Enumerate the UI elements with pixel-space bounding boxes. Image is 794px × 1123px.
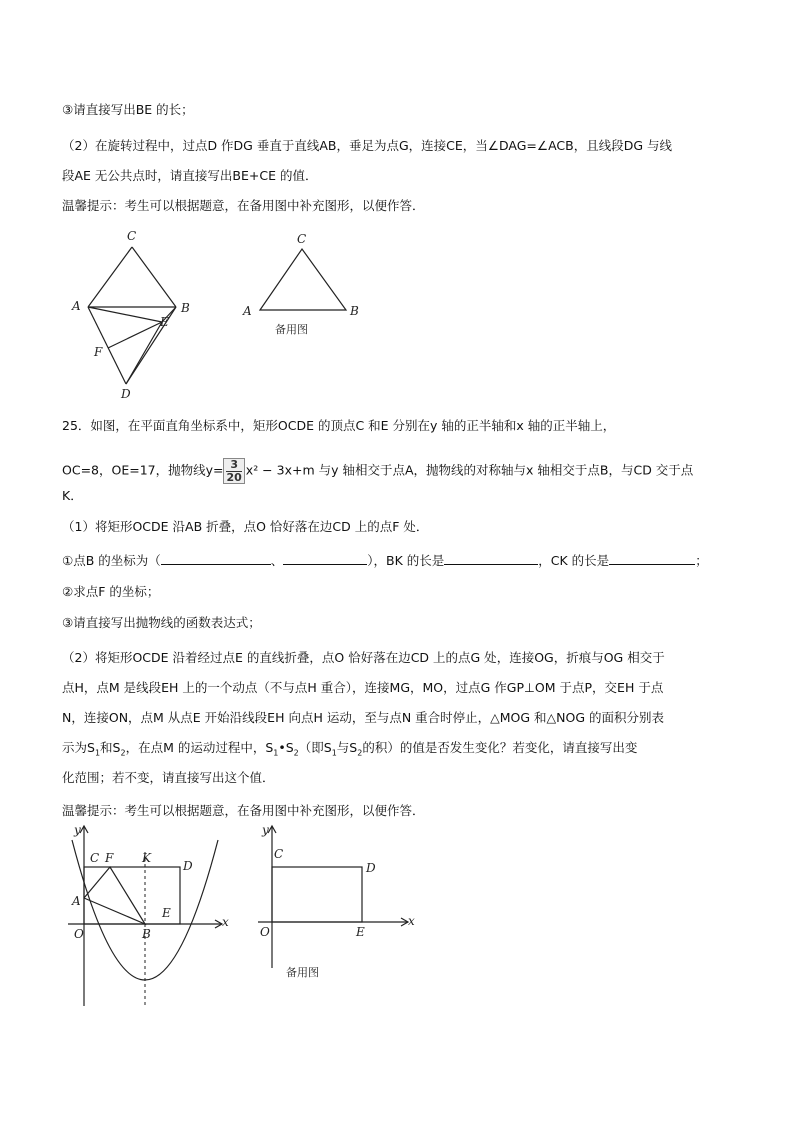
figure-backup-triangle (240, 228, 370, 343)
segment-AE (88, 307, 162, 322)
p25-line1: 25．如图，在平面直角坐标系中，矩形OCDE 的顶点C 和E 分别在y 轴的正半轴和x 轴的正半轴上， (62, 418, 616, 433)
label-E: E (162, 906, 171, 920)
label-E: E (160, 315, 169, 329)
label-D: D (183, 859, 193, 873)
prev-q2-line2: 段AE 无公共点时，请直接写出BE+CE 的值． (62, 168, 318, 183)
label-B: B (142, 927, 151, 941)
label-K: K (142, 851, 151, 865)
answer-blank-bx[interactable] (161, 553, 271, 565)
p25-q1: ①点B 的坐标为（ 、 ），BK 的长是 ，CK 的长是 ； (62, 553, 708, 568)
p25-part1: （1）将矩形OCDE 沿AB 折叠，点O 恰好落在边CD 上的点F 处． (62, 519, 429, 534)
triangle-AFB (84, 867, 145, 924)
label-O: O (74, 927, 84, 941)
label-D: D (366, 861, 376, 875)
label-A: A (72, 299, 81, 313)
p25-part2-line4: 示为$S_1$和$S_2$，在点M 的运动过程中，$S_1•S_2$（即$S_1$与$S_2$的积）的值是否发生变化？若变化，请直接写出变 (62, 740, 638, 758)
p25-hint: 温馨提示：考生可以根据题意，在备用图中补充图形，以便作答． (62, 803, 425, 818)
label-F: F (94, 345, 103, 359)
prev-hint: 温馨提示：考生可以根据题意，在备用图中补充图形，以便作答． (62, 198, 425, 213)
label-F: F (105, 851, 114, 865)
label-C: C (90, 851, 100, 865)
label-C: C (297, 232, 307, 246)
label-A: A (72, 894, 81, 908)
p25-line2: OC=8，OE=17，抛物线y= $\frac{3}{20}$ x² − 3x+m 与y 轴相交于点A，抛物线的对称轴与x 轴相交于点B，与CD 交于点 (62, 458, 694, 484)
fraction-3-20: $\frac{3}{20}$ (223, 458, 244, 484)
label-y: y (262, 823, 269, 837)
answer-blank-ck[interactable] (609, 553, 695, 565)
label-C: C (127, 229, 137, 243)
label-E: E (356, 925, 365, 939)
segment-CB (132, 247, 176, 307)
label-x: x (222, 915, 229, 929)
label-B: B (350, 304, 359, 318)
prev-q3: ③请直接写出BE 的长； (62, 102, 194, 117)
figure-parabola (62, 820, 242, 1010)
p25-line3: K． (62, 488, 83, 503)
p25-q2: ②求点F 的坐标； (62, 584, 160, 599)
label-x: x (408, 914, 415, 928)
p25-part2-line3: N，连接ON，点M 从点E 开始沿线段EH 向点H 运动，至与点N 重合时停止，△MOG 和△NOG 的面积分别表 (62, 710, 664, 725)
label-B: B (181, 301, 190, 315)
label-A: A (243, 304, 252, 318)
prev-q2-line1: （2）在旋转过程中，过点D 作DG 垂直于直线AB，垂足为点G，连接CE，当∠DAG=∠ACB，且线段DG 与线 (62, 138, 673, 153)
p25-part2-line5: 化范围；若不变，请直接写出这个值． (62, 770, 275, 785)
label-y: y (74, 823, 81, 837)
label-C: C (274, 847, 284, 861)
answer-blank-by[interactable] (283, 553, 367, 565)
backup-caption: 备用图 (275, 323, 308, 336)
rectangle-OCDE (272, 867, 362, 922)
figure-backup-rectangle (250, 820, 425, 990)
triangle-ACB (260, 249, 346, 310)
label-O: O (260, 925, 270, 939)
label-D: D (121, 387, 131, 401)
segment-AC (88, 247, 132, 307)
p25-part2-line1: （2）将矩形OCDE 沿着经过点E 的直线折叠，点O 恰好落在边CD 上的点G 处，连接OG，折痕与OG 相交于 (62, 650, 665, 665)
p25-q3: ③请直接写出抛物线的函数表达式； (62, 615, 261, 630)
p25-part2-line2: 点H，点M 是线段EH 上的一个动点（不与点H 重合），连接MG，MO，过点G 作GP⊥OM 于点P，交EH 于点 (62, 680, 664, 695)
backup-caption: 备用图 (286, 966, 319, 979)
answer-blank-bk[interactable] (444, 553, 538, 565)
